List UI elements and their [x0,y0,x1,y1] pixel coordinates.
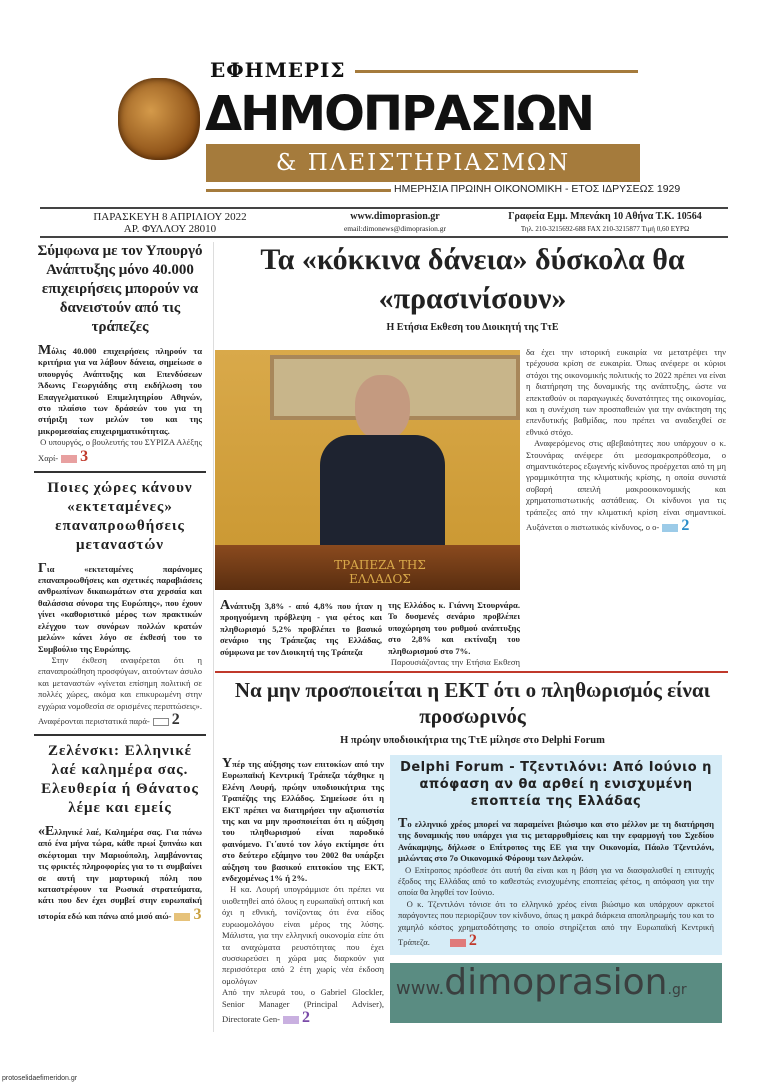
date-issue [80,211,260,235]
gold-rule [206,189,391,192]
drop-cap: «Ε [38,823,55,839]
right-stack [390,755,722,1023]
left-column [34,242,206,923]
page-thumb-icon [283,1016,299,1024]
page-ref[interactable]: 3 [193,905,202,923]
lead-text: ο ελληνικό χρέος μπορεί να παραμείνει βιώσιμο και στο μέλλον με τη διατήρηση της δυναμικής που υπάρχει για τις μεταρρυθμίσεις και την εφαρμογή του Σχεδίου Ανάκαμψης, δήλωσε ο Επίτροπος της ΕΕ για την Οικονομία, Πάολο Τζεντιλόνι, μιλώντας στο 7ο Οικονομικό Φόρουμ των Δελφών. [398,819,714,864]
divider [34,471,206,473]
contact: Τηλ. 210-3215692-688 FAX 210-3215877 Τιμή 0,60 ΕΥΡΩ [520,225,690,233]
left-article-3 [34,823,206,923]
main-headline[interactable]: Τα «κόκκινα δάνεια» δύσκολα θα «πρασινίσουν» [260,243,685,315]
left-headline-2[interactable]: Ποιες χώρες κάνουν «εκτεταμένες» επαναπροωθήσεις μεταναστών [47,479,193,553]
lead-text: πέρ της αύξησης των επιτοκίων από την Ευρωπαϊκή Κεντρική Τράπεζα τάχθηκε η Ελένη Λουρή, πρώην υποδιοικήτρια της Τραπέζης της Ελλάδος. Σημείωσε ότι η ΕΚΤ πρέπει να διατηρήσει την αξιοπιστία της και να μην προσποιείται ότι η αύξηση του πληθωρισμού είναι παροδικό φαινόμενο. Γι΄αυτό τον λόγο εκτίμησε ότι στο δεύτερο εξάμηνο του 2002 θα υπάρξει αύξηση του βασικού επιτοκίου της ΕΚΤ, ενδεχομένως 1% ή 2%. [222,759,384,884]
page-ref[interactable]: 2 [171,710,180,728]
page-thumb-icon [61,455,77,463]
coin-logo [118,78,200,160]
second-article-lead [222,758,384,884]
page-ref[interactable]: 2 [301,1008,310,1026]
lead-text: της Ελλάδος κ. Γιάννη Στουρνάρα. Το δυσμενές σενάριο προβλέπει υποχώρηση του ρυθμού ανάπτυξης στο 2,8% και εκτίναξη του πληθωρισμού στο 7%. [388,600,520,656]
divider [34,734,206,736]
main-col-3-wrap [526,347,726,534]
banner-name: dimoprasion [444,963,668,1004]
office-info [480,211,730,235]
drop-cap: Τ [398,816,408,831]
body-text: Παρουσιάζοντας την Ετήσια Εκθεση [390,657,520,668]
podium-sign: ΤΡΑΠΕΖΑ ΤΗΣ ΕΛΛΑΔΟΣ [334,558,426,586]
column-rule [213,242,214,1032]
body-text: Ο υπουργός, ο βουλευτής του ΣΥΡΙΖΑ Αλέξης Χαρί- [38,437,203,463]
main-col-1 [220,600,382,668]
second-article-body [222,884,384,1025]
email-link[interactable]: email:dimonews@dimoprasion.gr [343,224,447,233]
address: Γραφεία Εμμ. Μπενάκη 10 Αθήνα Τ.Κ. 10564 [508,211,702,222]
page-thumb-icon [153,718,169,726]
banner-prefix: www. [396,978,445,1000]
gold-rule [355,70,638,73]
second-subhead: Η πρώην υποδιοικήτρια της ΤτΕ μίλησε στο Delphi Forum [340,735,605,746]
masthead-title: ΔΗΜΟΠΡΑΣΙΩΝ [205,86,594,142]
divider [40,207,728,209]
drop-cap: Υ [222,756,233,771]
body-text: Ο Επίτροπος πρόσθεσε ότι αυτή θα είναι και η βάση για να διασφαλισθεί η επιτυχής έξοδος της Ελλάδας από το καθεστώς ενισχυμένης εποπτείας φέτος, η απόφαση για την οποία θα ληφθεί τον Ιούνιο. [398,864,714,898]
lead-text: λληνικέ λαέ, Καλημέρα σας. Για πάνω από ένα μήνα τώρα, κάθε πρωί ξυπνάω και σκέφτομαι την Μαριούπολη, λαμβάνοντας τις φρικτές πληροφορίες για το τι συμβαίνει σε αυτή την μαρτυρική πόλη που καταστρέφουν τα Ρωσικά στρατεύματα, κάτι που δεν έχει συμβεί στην ευρωπαϊκή ιστορία εδώ και πάνω από μισό αιώ- [38,826,202,921]
speaker-head [355,375,410,440]
body-text: Αναφερόμενος στις αβεβαιότητες που υπάρχουν ο κ. Στουνάρας ανέφερε ότι μεσομακροπρόθεσμα, ο σημαντικότερος εξωγενής κίνδυνος προέρχεται από τη μη γραμμικότητα της κλιματικής κρίσης, η οποία συνιστά σοβαρή απειλή μακροοικονομικής και χρηματοπιστωτικής αστάθειας. Οι κίνδυνοι για τις τράπεζες από την κλιματική κρίση είναι σημαντικοί. Αυξάνεται ο πιστωτικός κίνδυνος, ο ο- [526,438,726,533]
second-headline[interactable]: Να μην προσποιείται η ΕΚΤ ότι ο πληθωρισμός είναι προσωρινός [234,678,711,728]
main-col-3 [526,347,726,438]
banner-suffix: .gr [667,982,687,999]
red-divider [215,671,728,673]
lead-text: όλις 40.000 επιχειρήσεις πληρούν τα κριτήρια για να λάβουν δάνεια, σημείωσε ο υπουργός Ανάπτυξης και Επενδύσεων Άδωνις Γεωργιάδης στη εκδήλωση του Επαγγελματικού Επιμελητηρίου Αθηνών, στο πλαίσιο των δράσεών του για τη στήριξη των μελών του και της μικρομεσαίας επιχειρηματικότητας. [38,346,202,436]
body-text: Από την πλευρά του, ο Gabriel Glockler, Senior Manager (Principal Adviser), Directorate Gen- [222,987,384,1024]
delphi-box [390,755,722,955]
delphi-headline[interactable]: Delphi Forum - Τζεντιλόνι: Από Ιούνιο η απόφαση αν θα αρθεί η ενισχυμένη εποπτεία της Ελλάδας [400,760,712,809]
body-text: νάπτυξη 3,8% - από 4,8% που ήταν η προηγούμενη πρόβλεψη - για φέτος και πληθωρισμό 5,2% προβλέπει το βασικό σενάριο της Τράπεζας της Ελλάδας, σύμφωνα με τον Διοικητή της Τράπεζα [220,601,382,657]
page-thumb-icon [662,524,678,532]
left-article-1 [34,345,206,465]
body-text: Ο κ. Τζεντιλόνι τόνισε ότι το ελληνικό χρέος είναι βιώσιμο και υπάρχουν αρκετοί παράγοντες που περιορίζουν τον κίνδυνο, όπως η μακρά διάρκεια αποπληρωμής του και το χαμηλό κόστος χρηματοδότησης το οποίο στηρίζεται από την Ευρωπαϊκή Κεντρική Τράπεζα. [398,898,715,948]
masthead-tagline: ΗΜΕΡΗΣΙΑ ΠΡΩΙΝΗ ΟΙΚΟΝΟΜΙΚΗ - ΕΤΟΣ ΙΔΡΥΣΕΩΣ 1929 [394,183,681,195]
body-text: δα έχει την ιστορική ευκαιρία να μετατρέψει την τρέχουσα κρίση σε ευκαιρία. Όπως ανέφερε οι κύριοι στόχοι της οικονομικής πολιτικής το 2022 πρέπει να είναι η διατήρηση της δυναμικής της ανάπτυξης, ώστε να επεκταθούν οι παραγωγικές δυνατότητες της οικονομίας, και η συνέχιση των προσπαθειών για την ανάκτηση της επενδυτικής βαθμίδας, που πρέπει να αναδειχθεί σε εθνικό στόχο. [526,347,726,437]
left-headline-1[interactable]: Σύμφωνα με τον Υπουργό Ανάπτυξης μόνο 40.000 επιχειρήσεις μπορούν να δανειστούν από τις τράπεζες [37,243,203,335]
date: ΠΑΡΑΣΚΕΥΗ 8 ΑΠΡΙΛΙΟΥ 2022 [93,211,247,223]
body-text: Η κα. Λουρή υπογράμμισε ότι πρέπει να υιοθετηθεί από όλους η ευρωπαϊκή οπτική και όχι η εθνική, τονίζοντας ότι ένα είδος ευρωομολόγου είναι μέρος της λύσης. Μάλιστα, για την ελληνική οικονομία είπε ότι τα αναχώματα ρευστότητας που έχει συσσωρεύσει η χώρα μας διαρκούν για περισσότερα από 2 έτη χωρίς νέα έκδοση ομολόγων [222,884,384,986]
website-link[interactable]: www.dimoprasion.gr [350,211,440,222]
issue-number: ΑΡ. ΦΥΛΛΟΥ 28010 [123,223,217,235]
watermark: protoselidaefimeridon.gr [2,1075,78,1082]
masthead-subtitle: & ΠΛΕΙΣΤΗΡΙΑΣΜΩΝ [206,144,640,182]
body-text: Στην έκθεση αναφέρεται ότι η επαναπροώθηση προσφύγων, αιτούντων άσυλο και μεταναστών «γίνεται επίσημη πολιτική σε πολλές χώρες, ακόμα και επικυρωμένη στην εγχώρια νομοθεσία σε ορισμένες περιπτώσεις». Αναφέρονται περιστατικά παρά- [38,654,202,726]
web-info [320,211,470,235]
page-thumb-icon [450,939,466,947]
website-banner[interactable] [390,963,722,1023]
stournaras-photo [215,350,520,590]
main-col-3b [526,438,726,534]
drop-cap: Γ [38,560,47,576]
drop-cap: Μ [38,343,52,358]
page-thumb-icon [174,913,190,921]
page-ref[interactable]: 2 [681,517,690,535]
second-article [222,758,384,1026]
lead-text: ια «εκτεταμένες παράνομες επαναπροωθήσεις και σχετικές παραβιάσεις ανθρωπίνων δικαιωμάτων στα χερσαία και θαλάσσια σύνορα της Ευρώπης», που έχουν γίνει «καθοριστικό μέρος των πρακτικών ελέγχου των συνόρων πολλών κρατών μελών» κάνει λόγο σε έκθεσή του το Συμβούλιο της Ευρώπης. [38,563,202,654]
page-ref[interactable]: 3 [80,447,89,465]
delphi-article [398,818,714,949]
page-ref[interactable]: 2 [468,932,477,950]
divider [40,236,728,238]
masthead-line1: ΕΦΗΜΕΡΙΣ [210,58,346,82]
drop-cap: Α [220,600,231,613]
main-col-2 [388,600,520,668]
main-subhead: Η Ετήσια Εκθεση του Διοικητή της ΤτΕ [386,322,559,333]
left-article-2 [34,560,206,728]
left-headline-3[interactable]: Ζελένσκι: Ελληνικέ λαέ καλημέρα σας. Ελευθερία ή Θάνατος λέμε και εμείς [41,742,199,816]
speaker-suit [320,435,445,555]
